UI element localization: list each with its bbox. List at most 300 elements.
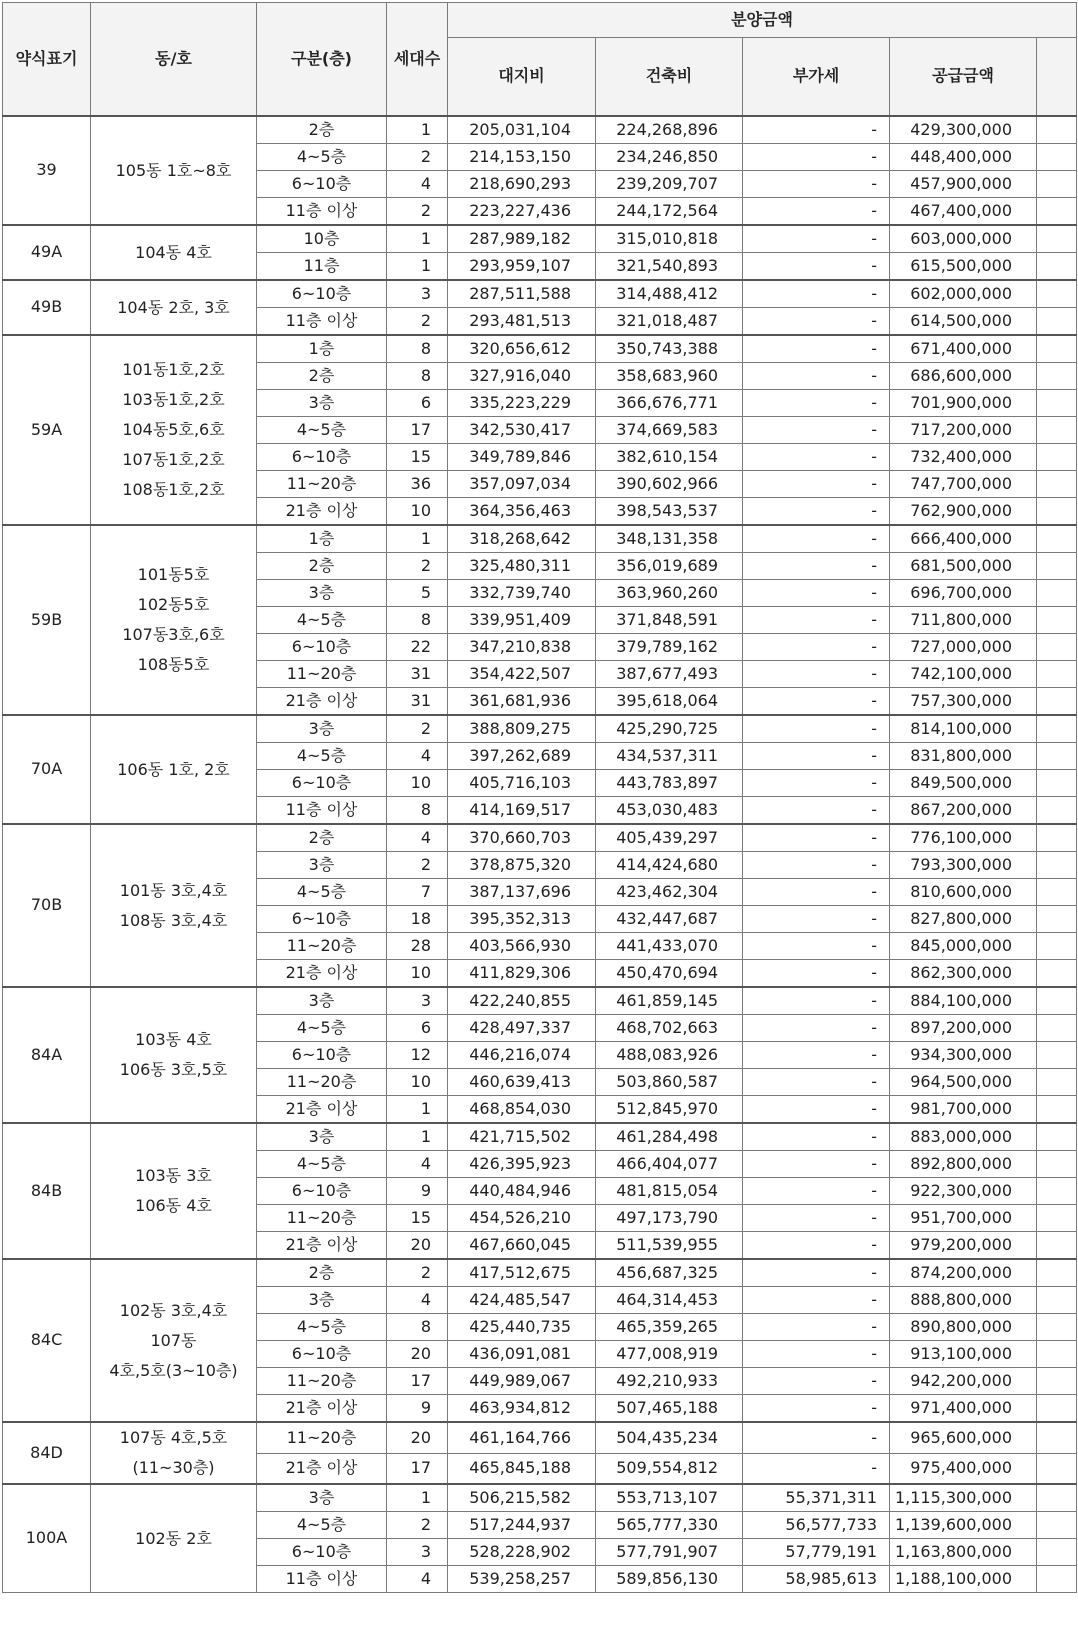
dong-ho-cell (91, 824, 257, 987)
building-price-cell: 356,019,689 (596, 553, 743, 580)
land-price-cell: 426,395,923 (448, 1151, 596, 1178)
land-price-cell: 403,566,930 (448, 933, 596, 960)
floor-cell: 6~10층 (257, 1539, 387, 1566)
vat-cell: - (743, 1287, 890, 1314)
dong-ho-line: 4호,5호(3~10층) (109, 1360, 238, 1380)
vat-cell: - (743, 417, 890, 444)
supply-price-cell: 732,400,000 (890, 444, 1037, 471)
header-supply: 공급금액 (890, 38, 1037, 117)
building-price-cell: 348,131,358 (596, 525, 743, 553)
units-cell: 4 (387, 1151, 448, 1178)
extra-cell (1037, 824, 1077, 852)
extra-cell (1037, 1042, 1077, 1069)
header-vat: 부가세 (743, 38, 890, 117)
land-price-cell: 422,240,855 (448, 987, 596, 1015)
extra-cell (1037, 1539, 1077, 1566)
units-cell: 8 (387, 363, 448, 390)
units-cell: 10 (387, 960, 448, 988)
building-price-cell: 553,713,107 (596, 1484, 743, 1512)
building-price-cell: 512,845,970 (596, 1096, 743, 1124)
floor-cell: 1층 (257, 525, 387, 553)
building-price-cell: 395,618,064 (596, 688, 743, 716)
land-price-cell: 370,660,703 (448, 824, 596, 852)
extra-cell (1037, 308, 1077, 336)
building-price-cell: 497,173,790 (596, 1205, 743, 1232)
vat-cell: - (743, 444, 890, 471)
vat-cell: - (743, 661, 890, 688)
dong-ho-line: 106동 4호 (135, 1196, 212, 1215)
supply-price-cell: 862,300,000 (890, 960, 1037, 988)
land-price-cell: 364,356,463 (448, 498, 596, 526)
floor-cell: 11~20층 (257, 1069, 387, 1096)
land-price-cell: 467,660,045 (448, 1232, 596, 1260)
extra-cell (1037, 498, 1077, 526)
units-cell: 2 (387, 852, 448, 879)
vat-cell: - (743, 1368, 890, 1395)
extra-cell (1037, 879, 1077, 906)
vat-cell: 56,577,733 (743, 1512, 890, 1539)
dong-ho-cell (91, 987, 257, 1123)
floor-cell: 11~20층 (257, 471, 387, 498)
dong-ho-line: 102동5호 (137, 595, 210, 614)
vat-cell: - (743, 1422, 890, 1453)
supply-price-cell: 602,000,000 (890, 280, 1037, 308)
units-cell: 10 (387, 498, 448, 526)
units-cell: 15 (387, 1205, 448, 1232)
vat-cell: - (743, 797, 890, 825)
land-price-cell: 378,875,320 (448, 852, 596, 879)
extra-cell (1037, 1123, 1077, 1151)
units-cell: 2 (387, 1512, 448, 1539)
extra-cell (1037, 1314, 1077, 1341)
vat-cell: - (743, 879, 890, 906)
supply-price-cell: 913,100,000 (890, 1341, 1037, 1368)
units-cell: 8 (387, 797, 448, 825)
vat-cell: - (743, 987, 890, 1015)
units-cell: 7 (387, 879, 448, 906)
supply-price-cell: 747,700,000 (890, 471, 1037, 498)
building-price-cell: 441,433,070 (596, 933, 743, 960)
building-price-cell: 390,602,966 (596, 471, 743, 498)
dong-ho-line: 102동 3호,4호 (119, 1300, 228, 1320)
land-price-cell: 327,916,040 (448, 363, 596, 390)
land-price-cell: 357,097,034 (448, 471, 596, 498)
building-price-cell: 481,815,054 (596, 1178, 743, 1205)
floor-cell: 11층 이상 (257, 1566, 387, 1593)
floor-cell: 3층 (257, 987, 387, 1015)
supply-price-cell: 814,100,000 (890, 715, 1037, 743)
building-price-cell: 239,209,707 (596, 171, 743, 198)
building-price-cell: 321,540,893 (596, 253, 743, 281)
table-row (3, 116, 1077, 144)
units-cell: 31 (387, 688, 448, 716)
supply-price-cell: 727,000,000 (890, 634, 1037, 661)
vat-cell: - (743, 824, 890, 852)
building-price-cell: 503,860,587 (596, 1069, 743, 1096)
land-price-cell: 428,497,337 (448, 1015, 596, 1042)
dong-ho-cell (91, 280, 257, 335)
extra-cell (1037, 715, 1077, 743)
units-cell: 2 (387, 198, 448, 226)
floor-cell: 2층 (257, 553, 387, 580)
building-price-cell: 443,783,897 (596, 770, 743, 797)
units-cell: 4 (387, 743, 448, 770)
units-cell: 1 (387, 1484, 448, 1512)
dong-ho-cell (91, 715, 257, 824)
supply-price-cell: 934,300,000 (890, 1042, 1037, 1069)
dong-ho-line: 103동1호,2호 (122, 390, 225, 409)
land-price-cell: 293,959,107 (448, 253, 596, 281)
floor-cell: 4~5층 (257, 743, 387, 770)
land-price-cell: 347,210,838 (448, 634, 596, 661)
supply-price-cell: 883,000,000 (890, 1123, 1037, 1151)
units-cell: 1 (387, 1096, 448, 1124)
header-type: 약식표기 (3, 3, 91, 117)
land-price-cell: 463,934,812 (448, 1395, 596, 1423)
building-price-cell: 363,960,260 (596, 580, 743, 607)
floor-cell: 2층 (257, 824, 387, 852)
table-row (3, 1123, 1077, 1151)
floor-cell: 11층 이상 (257, 797, 387, 825)
floor-cell: 4~5층 (257, 1015, 387, 1042)
units-cell: 36 (387, 471, 448, 498)
floor-cell: 2층 (257, 116, 387, 144)
building-price-cell: 477,008,919 (596, 1341, 743, 1368)
supply-price-cell: 615,500,000 (890, 253, 1037, 281)
dong-ho-line: (11~30층) (132, 1458, 215, 1477)
extra-cell (1037, 1341, 1077, 1368)
land-price-cell: 528,228,902 (448, 1539, 596, 1566)
vat-cell: - (743, 852, 890, 879)
building-price-cell: 425,290,725 (596, 715, 743, 743)
floor-cell: 4~5층 (257, 1512, 387, 1539)
land-price-cell: 354,422,507 (448, 661, 596, 688)
dong-ho-line: 108동1호,2호 (122, 480, 225, 499)
vat-cell: 58,985,613 (743, 1566, 890, 1593)
floor-cell: 21층 이상 (257, 498, 387, 526)
units-cell: 1 (387, 525, 448, 553)
land-price-cell: 214,153,150 (448, 144, 596, 171)
building-price-cell: 492,210,933 (596, 1368, 743, 1395)
land-price-cell: 506,215,582 (448, 1484, 596, 1512)
floor-cell: 21층 이상 (257, 1395, 387, 1423)
units-cell: 18 (387, 906, 448, 933)
dong-ho-line: 106동 3호,5호 (119, 1060, 228, 1079)
land-price-cell: 339,951,409 (448, 607, 596, 634)
land-price-cell: 414,169,517 (448, 797, 596, 825)
vat-cell: - (743, 308, 890, 336)
extra-cell (1037, 960, 1077, 988)
land-price-cell: 332,739,740 (448, 580, 596, 607)
dong-ho-line: 107동1호,2호 (122, 450, 225, 469)
table-row (3, 987, 1077, 1015)
building-price-cell: 468,702,663 (596, 1015, 743, 1042)
dong-ho-cell (91, 225, 257, 280)
vat-cell: - (743, 906, 890, 933)
land-price-cell: 440,484,946 (448, 1178, 596, 1205)
supply-price-cell: 892,800,000 (890, 1151, 1037, 1178)
land-price-cell: 461,164,766 (448, 1422, 596, 1453)
building-price-cell: 382,610,154 (596, 444, 743, 471)
supply-price-cell: 701,900,000 (890, 390, 1037, 417)
extra-cell (1037, 471, 1077, 498)
extra-cell (1037, 1395, 1077, 1423)
supply-price-cell: 1,139,600,000 (890, 1512, 1037, 1539)
land-price-cell: 335,223,229 (448, 390, 596, 417)
dong-ho-line: 104동5호,6호 (122, 420, 225, 439)
extra-cell (1037, 770, 1077, 797)
extra-cell (1037, 363, 1077, 390)
supply-price-cell: 686,600,000 (890, 363, 1037, 390)
building-price-cell: 387,677,493 (596, 661, 743, 688)
building-price-cell: 350,743,388 (596, 335, 743, 363)
extra-cell (1037, 661, 1077, 688)
extra-cell (1037, 1151, 1077, 1178)
supply-price-cell: 681,500,000 (890, 553, 1037, 580)
vat-cell: - (743, 715, 890, 743)
floor-cell: 6~10층 (257, 634, 387, 661)
header-extra (1037, 38, 1077, 117)
supply-price-cell: 742,100,000 (890, 661, 1037, 688)
supply-price-cell: 922,300,000 (890, 1178, 1037, 1205)
supply-price-cell: 884,100,000 (890, 987, 1037, 1015)
building-price-cell: 434,537,311 (596, 743, 743, 770)
units-cell: 4 (387, 1287, 448, 1314)
extra-cell (1037, 1422, 1077, 1453)
supply-price-cell: 810,600,000 (890, 879, 1037, 906)
supply-price-cell: 614,500,000 (890, 308, 1037, 336)
units-cell: 6 (387, 1015, 448, 1042)
table-row (3, 225, 1077, 253)
units-cell: 4 (387, 171, 448, 198)
land-price-cell: 411,829,306 (448, 960, 596, 988)
table-row (3, 1484, 1077, 1512)
units-cell: 20 (387, 1422, 448, 1453)
building-price-cell: 507,465,188 (596, 1395, 743, 1423)
building-price-cell: 453,030,483 (596, 797, 743, 825)
building-price-cell: 314,488,412 (596, 280, 743, 308)
vat-cell: - (743, 225, 890, 253)
land-price-cell: 320,656,612 (448, 335, 596, 363)
supply-price-cell: 1,188,100,000 (890, 1566, 1037, 1593)
vat-cell: - (743, 770, 890, 797)
vat-cell: - (743, 607, 890, 634)
land-price-cell: 449,989,067 (448, 1368, 596, 1395)
vat-cell: - (743, 1314, 890, 1341)
units-cell: 2 (387, 553, 448, 580)
building-price-cell: 504,435,234 (596, 1422, 743, 1453)
dong-ho-cell (91, 1259, 257, 1422)
units-cell: 4 (387, 824, 448, 852)
dong-ho-cell (91, 116, 257, 225)
land-price-cell: 287,511,588 (448, 280, 596, 308)
type-cell: 84A (3, 987, 91, 1123)
extra-cell (1037, 225, 1077, 253)
floor-cell: 3층 (257, 1123, 387, 1151)
extra-cell (1037, 634, 1077, 661)
floor-cell: 6~10층 (257, 770, 387, 797)
header-floor: 구분(층) (257, 3, 387, 117)
vat-cell: - (743, 688, 890, 716)
extra-cell (1037, 1484, 1077, 1512)
extra-cell (1037, 335, 1077, 363)
floor-cell: 21층 이상 (257, 1096, 387, 1124)
extra-cell (1037, 1178, 1077, 1205)
vat-cell: - (743, 1178, 890, 1205)
units-cell: 1 (387, 253, 448, 281)
floor-cell: 4~5층 (257, 1151, 387, 1178)
building-price-cell: 405,439,297 (596, 824, 743, 852)
floor-cell: 4~5층 (257, 144, 387, 171)
dong-ho-line: 101동5호 (137, 565, 210, 584)
supply-price-cell: 717,200,000 (890, 417, 1037, 444)
floor-cell: 11~20층 (257, 1368, 387, 1395)
land-price-cell: 539,258,257 (448, 1566, 596, 1593)
floor-cell: 4~5층 (257, 1314, 387, 1341)
vat-cell: - (743, 253, 890, 281)
land-price-cell: 293,481,513 (448, 308, 596, 336)
vat-cell: - (743, 1042, 890, 1069)
building-price-cell: 423,462,304 (596, 879, 743, 906)
dong-ho-line: 107동 4호,5호 (119, 1428, 228, 1447)
vat-cell: - (743, 525, 890, 553)
floor-cell: 6~10층 (257, 444, 387, 471)
extra-cell (1037, 390, 1077, 417)
dong-ho-line: 102동 2호 (135, 1528, 212, 1548)
building-price-cell: 244,172,564 (596, 198, 743, 226)
extra-cell (1037, 1232, 1077, 1260)
supply-price-cell: 666,400,000 (890, 525, 1037, 553)
vat-cell: - (743, 933, 890, 960)
supply-price-cell: 457,900,000 (890, 171, 1037, 198)
extra-cell (1037, 1368, 1077, 1395)
building-price-cell: 371,848,591 (596, 607, 743, 634)
extra-cell (1037, 1453, 1077, 1484)
units-cell: 8 (387, 335, 448, 363)
extra-cell (1037, 553, 1077, 580)
floor-cell: 21층 이상 (257, 688, 387, 716)
land-price-cell: 387,137,696 (448, 879, 596, 906)
building-price-cell: 488,083,926 (596, 1042, 743, 1069)
building-price-cell: 398,543,537 (596, 498, 743, 526)
land-price-cell: 205,031,104 (448, 116, 596, 144)
supply-price-cell: 971,400,000 (890, 1395, 1037, 1423)
units-cell: 5 (387, 580, 448, 607)
units-cell: 10 (387, 770, 448, 797)
type-cell: 70A (3, 715, 91, 824)
vat-cell: - (743, 1151, 890, 1178)
extra-cell (1037, 852, 1077, 879)
building-price-cell: 414,424,680 (596, 852, 743, 879)
units-cell: 3 (387, 1539, 448, 1566)
type-cell: 39 (3, 116, 91, 225)
building-price-cell: 511,539,955 (596, 1232, 743, 1260)
vat-cell: - (743, 634, 890, 661)
header-units: 세대수 (387, 3, 448, 117)
vat-cell: - (743, 116, 890, 144)
units-cell: 17 (387, 1453, 448, 1484)
supply-price-cell: 975,400,000 (890, 1453, 1037, 1484)
table-row (3, 280, 1077, 308)
extra-cell (1037, 1512, 1077, 1539)
dong-ho-cell (91, 1422, 257, 1484)
floor-cell: 3층 (257, 1287, 387, 1314)
supply-price-cell: 671,400,000 (890, 335, 1037, 363)
extra-cell (1037, 906, 1077, 933)
floor-cell: 6~10층 (257, 1178, 387, 1205)
land-price-cell: 436,091,081 (448, 1341, 596, 1368)
units-cell: 1 (387, 225, 448, 253)
building-price-cell: 432,447,687 (596, 906, 743, 933)
vat-cell: - (743, 1015, 890, 1042)
supply-price-cell: 890,800,000 (890, 1314, 1037, 1341)
land-price-cell: 287,989,182 (448, 225, 596, 253)
vat-cell: - (743, 280, 890, 308)
table-row (3, 824, 1077, 852)
dong-ho-line: 104동 2호, 3호 (117, 297, 230, 317)
building-price-cell: 565,777,330 (596, 1512, 743, 1539)
type-cell: 49A (3, 225, 91, 280)
land-price-cell: 421,715,502 (448, 1123, 596, 1151)
type-cell: 84C (3, 1259, 91, 1422)
type-cell: 49B (3, 280, 91, 335)
building-price-cell: 374,669,583 (596, 417, 743, 444)
table-row (3, 525, 1077, 553)
supply-price-cell: 979,200,000 (890, 1232, 1037, 1260)
building-price-cell: 321,018,487 (596, 308, 743, 336)
units-cell: 9 (387, 1178, 448, 1205)
supply-price-cell: 867,200,000 (890, 797, 1037, 825)
vat-cell: - (743, 1232, 890, 1260)
dong-ho-line: 101동 3호,4호 (119, 880, 228, 900)
building-price-cell: 315,010,818 (596, 225, 743, 253)
building-price-cell: 509,554,812 (596, 1453, 743, 1484)
header-building: 건축비 (596, 38, 743, 117)
floor-cell: 4~5층 (257, 607, 387, 634)
extra-cell (1037, 987, 1077, 1015)
units-cell: 10 (387, 1069, 448, 1096)
land-price-cell: 425,440,735 (448, 1314, 596, 1341)
floor-cell: 11~20층 (257, 1422, 387, 1453)
building-price-cell: 465,359,265 (596, 1314, 743, 1341)
floor-cell: 1층 (257, 335, 387, 363)
table-row (3, 1259, 1077, 1287)
dong-ho-line: 101동1호,2호 (122, 360, 225, 379)
dong-ho-line: 105동 1호~8호 (115, 160, 232, 180)
extra-cell (1037, 1069, 1077, 1096)
floor-cell: 11층 (257, 253, 387, 281)
supply-price-cell: 981,700,000 (890, 1096, 1037, 1124)
extra-cell (1037, 688, 1077, 716)
building-price-cell: 379,789,162 (596, 634, 743, 661)
extra-cell (1037, 171, 1077, 198)
supply-price-cell: 951,700,000 (890, 1205, 1037, 1232)
floor-cell: 11~20층 (257, 933, 387, 960)
building-price-cell: 224,268,896 (596, 116, 743, 144)
floor-cell: 21층 이상 (257, 1232, 387, 1260)
units-cell: 20 (387, 1341, 448, 1368)
land-price-cell: 446,216,074 (448, 1042, 596, 1069)
extra-cell (1037, 1015, 1077, 1042)
vat-cell: - (743, 390, 890, 417)
supply-price-cell: 964,500,000 (890, 1069, 1037, 1096)
land-price-cell: 405,716,103 (448, 770, 596, 797)
extra-cell (1037, 444, 1077, 471)
dong-ho-cell (91, 525, 257, 715)
extra-cell (1037, 1566, 1077, 1593)
extra-cell (1037, 743, 1077, 770)
supply-price-cell: 757,300,000 (890, 688, 1037, 716)
